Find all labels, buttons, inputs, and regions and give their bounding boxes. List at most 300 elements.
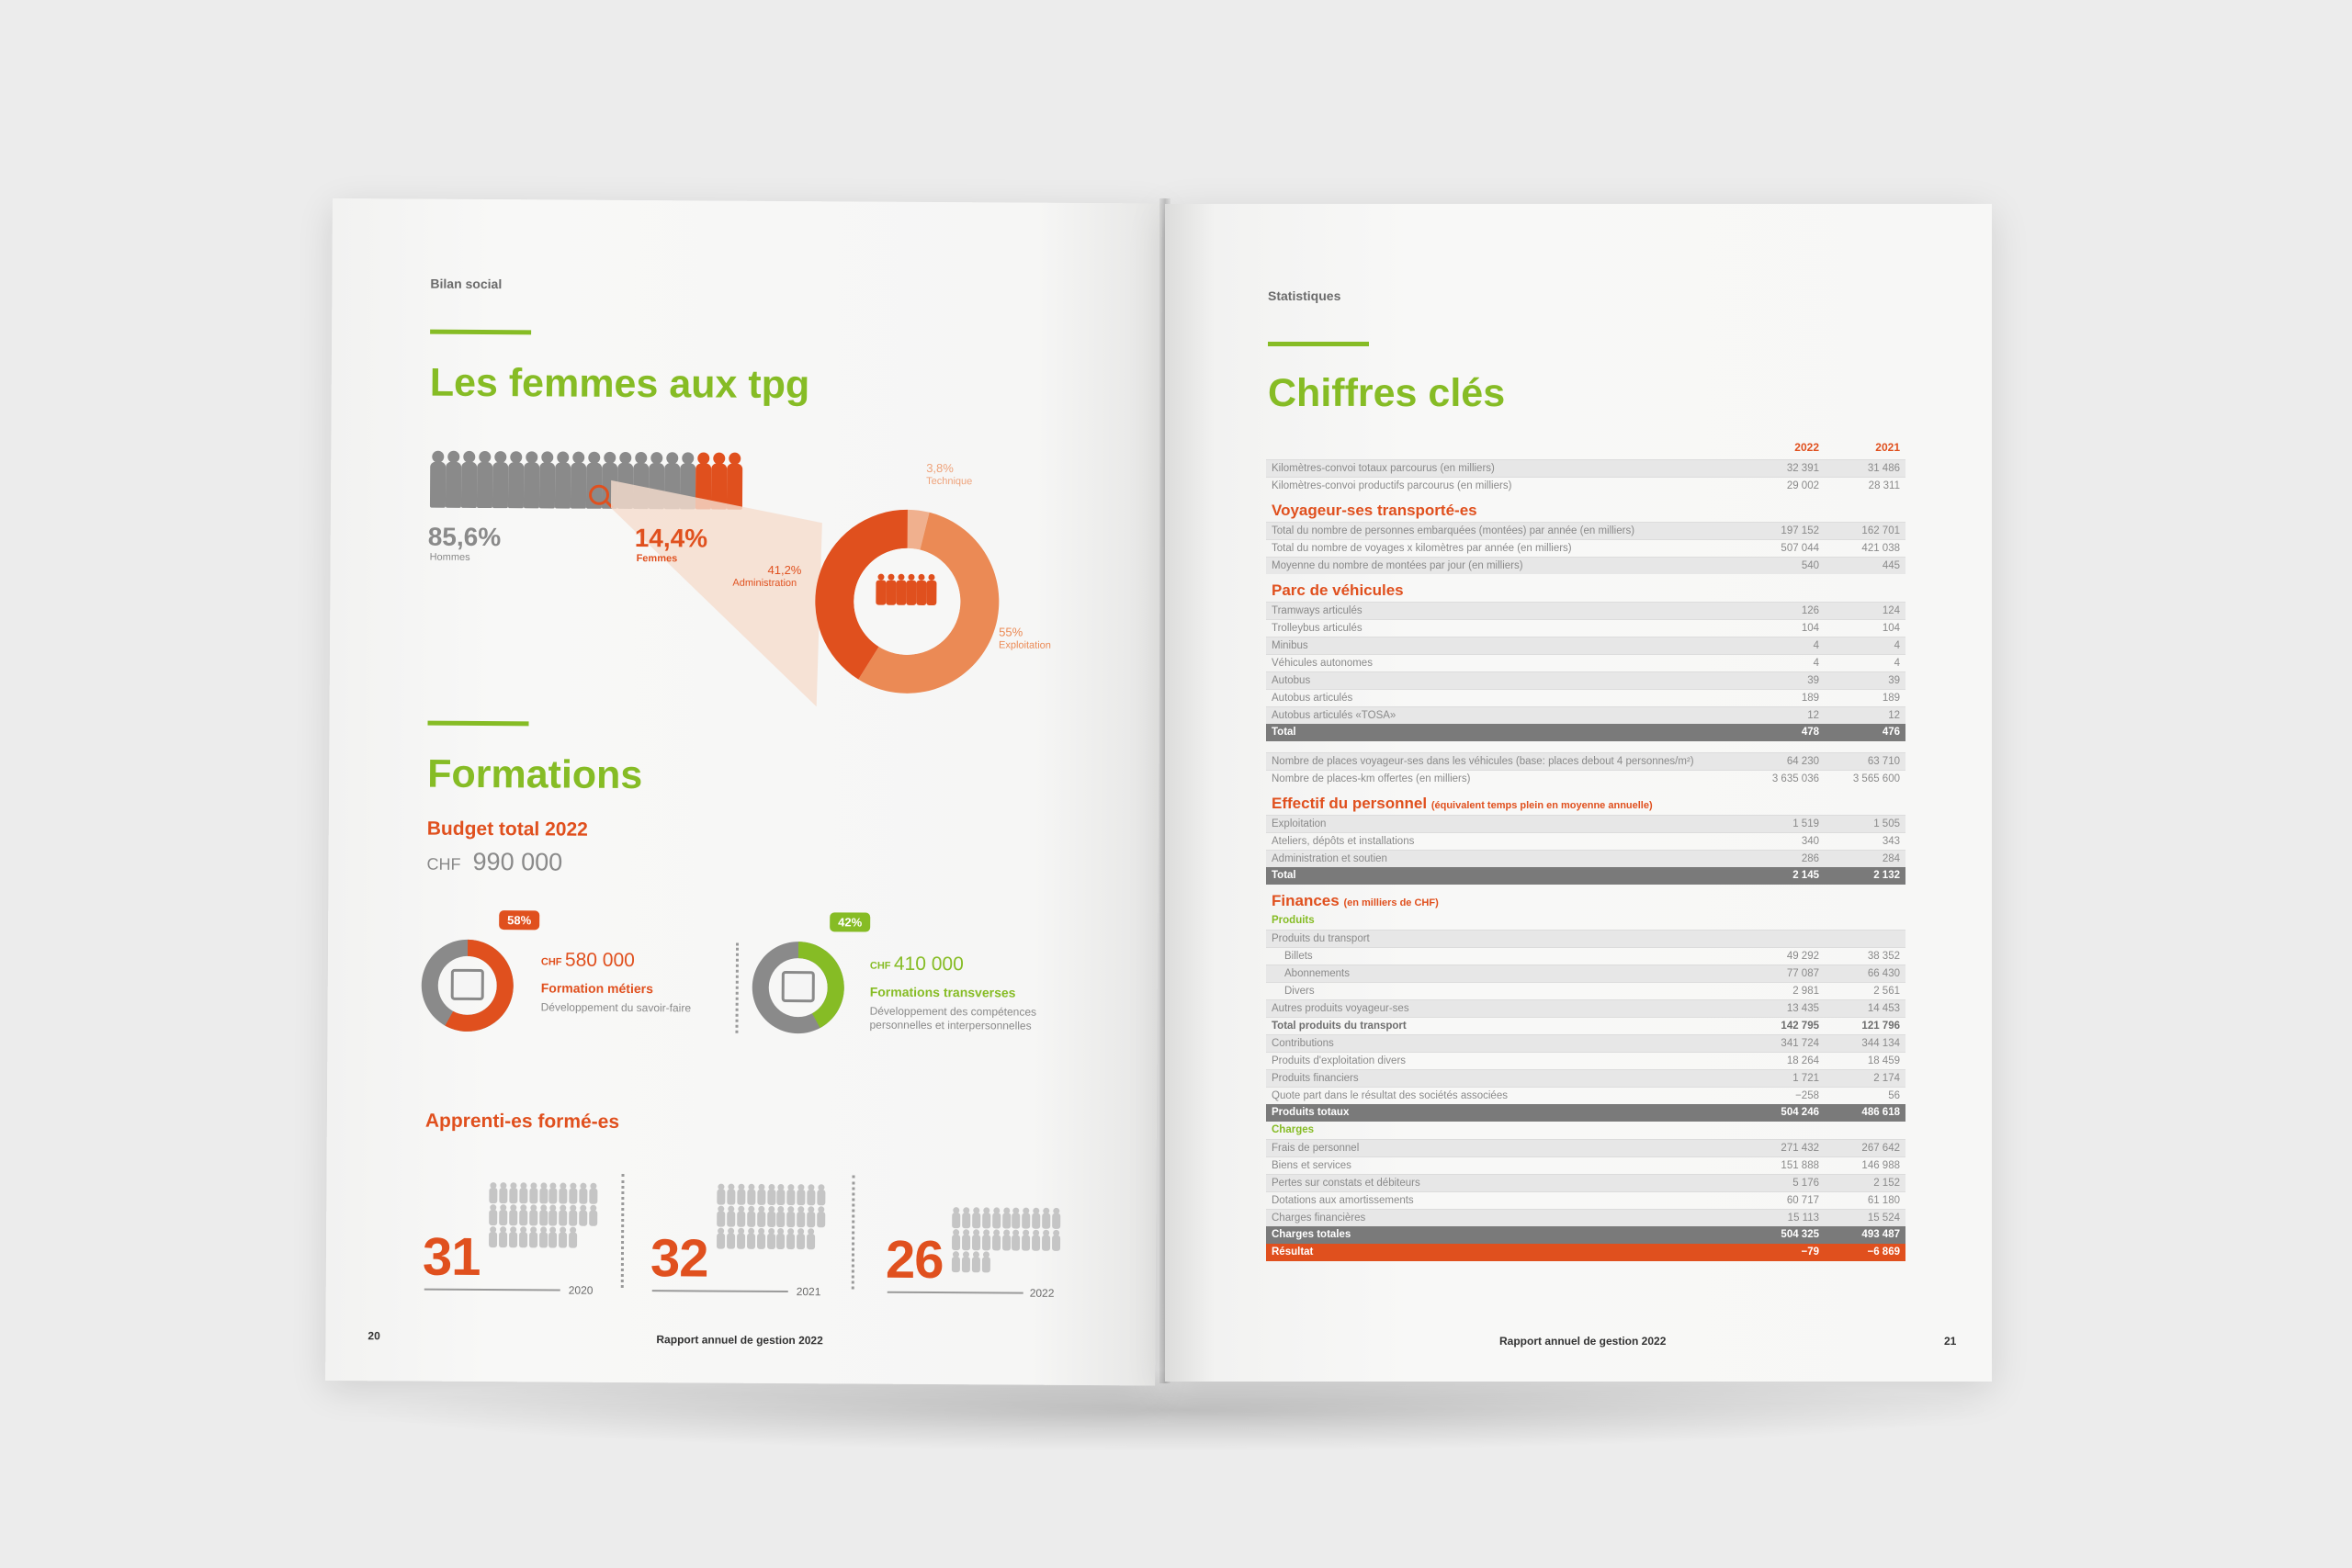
- row-value-2022: 3 635 036: [1771, 773, 1819, 784]
- apprentice-person-icon: [498, 1182, 508, 1204]
- row-value-2021: 66 430: [1867, 968, 1900, 979]
- apprentice-person-icon: [806, 1184, 816, 1206]
- male-person-icon: [508, 451, 524, 508]
- row-value-2021: 3 565 600: [1852, 773, 1900, 784]
- apprentice-person-icon: [816, 1206, 826, 1228]
- row-label: Contributions: [1272, 1038, 1334, 1049]
- apprentis-divider-2: [852, 1175, 855, 1289]
- apprentice-person-icon: [971, 1207, 981, 1229]
- table-row: [1266, 999, 1905, 1017]
- apprentice-person-icon: [951, 1251, 961, 1273]
- row-value-2022: 29 002: [1786, 480, 1819, 491]
- table-row: [1266, 1034, 1905, 1052]
- section-parc-text: Parc de véhicules: [1272, 581, 1404, 599]
- transverses-desc2: personnelles et interpersonnelles: [869, 1018, 1032, 1032]
- apprentice-person-icon: [746, 1228, 756, 1250]
- table-row: [1266, 477, 1905, 494]
- table-row: [1266, 602, 1905, 619]
- row-value-2021: 31 486: [1867, 463, 1900, 474]
- row-label: Véhicules autonomes: [1272, 658, 1373, 669]
- row-value-2021: 56: [1888, 1090, 1900, 1101]
- row-value-2022: 13 435: [1786, 1003, 1819, 1014]
- apprentis-2022: [886, 1229, 944, 1291]
- row-label: Exploitation: [1272, 818, 1327, 829]
- row-value-2022: 271 432: [1781, 1143, 1819, 1154]
- row-value-2021: 4: [1894, 640, 1900, 651]
- row-label: Abonnements: [1284, 968, 1350, 979]
- apprentis-crowd-2021: [716, 1184, 826, 1251]
- row-value-2021: 2 132: [1873, 870, 1900, 881]
- row-label: Produits financiers: [1272, 1073, 1359, 1084]
- transverses-title: Formations transverses: [869, 984, 1016, 1000]
- male-person-icon: [430, 451, 446, 508]
- apprentis-count-2021: 32: [650, 1228, 708, 1289]
- row-value-2021: 421 038: [1861, 543, 1900, 554]
- section-label: Bilan social: [430, 276, 503, 292]
- row-value-2022: −258: [1795, 1090, 1819, 1101]
- table-header: [1266, 439, 1905, 459]
- male-person-icon: [492, 451, 508, 508]
- table-row: [1266, 706, 1905, 724]
- row-value-2022: 478: [1801, 727, 1819, 738]
- apprentice-person-icon: [816, 1184, 826, 1206]
- apprentice-person-icon: [588, 1205, 598, 1227]
- table-row: [1266, 770, 1905, 787]
- row-label: Produits totaux: [1272, 1107, 1350, 1118]
- apprentice-person-icon: [558, 1227, 568, 1249]
- row-label: Autres produits voyageur-ses: [1272, 1003, 1409, 1014]
- section-finances-text: Finances: [1272, 892, 1340, 909]
- row-value-2022: 151 888: [1781, 1160, 1819, 1171]
- row-value-2021: 1 505: [1873, 818, 1900, 829]
- row-value-2021: 267 642: [1861, 1143, 1900, 1154]
- total-row: [1266, 867, 1905, 885]
- table-spacer: [1266, 741, 1905, 752]
- apprentice-person-icon: [548, 1182, 559, 1204]
- metiers-desc: Développement du savoir-faire: [540, 1000, 692, 1015]
- apprentice-person-icon: [538, 1204, 548, 1226]
- row-value-2022: 340: [1801, 836, 1819, 847]
- row-label: Nombre de places-km offertes (en milliers): [1272, 773, 1471, 784]
- apprentice-person-icon: [559, 1183, 569, 1205]
- row-value-2021: 38 352: [1867, 951, 1900, 962]
- table-row: [1266, 1139, 1905, 1156]
- money-icon-2: [782, 971, 815, 1002]
- row-value-2021: 493 487: [1861, 1229, 1900, 1240]
- budget-value: 990 000: [472, 847, 563, 876]
- table-row: [1266, 689, 1905, 706]
- male-person-icon: [461, 451, 477, 508]
- apprentice-person-icon: [1012, 1208, 1022, 1230]
- exploit-label: Exploitation: [999, 639, 1051, 651]
- row-label: Autobus articulés: [1272, 693, 1353, 704]
- apprentice-person-icon: [578, 1183, 588, 1205]
- apprentice-person-icon: [786, 1206, 797, 1228]
- row-label: Résultat: [1272, 1247, 1314, 1258]
- person-icon: [886, 574, 896, 605]
- apprentis-count-2022: 26: [885, 1229, 944, 1291]
- apprentice-person-icon: [578, 1205, 588, 1227]
- metiers-pct-badge: 58%: [499, 910, 539, 930]
- row-value-2022: 5 176: [1792, 1178, 1819, 1189]
- apprentis-2020: [423, 1226, 481, 1288]
- transverses-amount: 410 000: [893, 953, 964, 976]
- admin-label: Administration: [732, 577, 797, 590]
- row-value-2021: 476: [1882, 727, 1900, 738]
- apprentice-person-icon: [528, 1226, 538, 1248]
- green-rule: [430, 330, 531, 335]
- row-value-2022: 4: [1813, 640, 1819, 651]
- row-label: Billets: [1284, 951, 1313, 962]
- row-value-2022: 197 152: [1781, 525, 1819, 536]
- male-person-icon: [571, 452, 586, 509]
- apprentice-person-icon: [775, 1228, 786, 1250]
- apprentice-person-icon: [776, 1206, 786, 1228]
- person-icon: [906, 574, 916, 605]
- table-row: [1266, 1156, 1905, 1174]
- apprentice-person-icon: [797, 1184, 807, 1206]
- row-label: Total du nombre de personnes embarquées (montées) par année (en milliers): [1272, 525, 1635, 536]
- row-label: Charges totales: [1272, 1229, 1351, 1240]
- apprentis-count-2020: 31: [422, 1226, 481, 1288]
- apprentice-person-icon: [961, 1251, 971, 1273]
- row-value-2021: 162 701: [1861, 525, 1900, 536]
- apprentice-person-icon: [528, 1204, 538, 1226]
- row-value-2022: 2 145: [1792, 870, 1819, 881]
- budget-label: Budget total 2022: [426, 818, 588, 840]
- person-icon: [896, 574, 906, 605]
- page-number-right: 21: [1944, 1335, 1957, 1348]
- apprentice-person-icon: [1041, 1230, 1051, 1252]
- row-value-2021: 189: [1882, 693, 1900, 704]
- table-row: [1266, 982, 1905, 999]
- produits-transport-label-label: Produits du transport: [1272, 933, 1370, 944]
- row-value-2022: 32 391: [1786, 463, 1819, 474]
- produits-label: [1266, 912, 1905, 930]
- row-value-2021: 18 459: [1867, 1055, 1900, 1066]
- apprentice-person-icon: [806, 1206, 816, 1228]
- row-label: Total: [1272, 727, 1296, 738]
- col-2021: 2021: [1875, 441, 1900, 454]
- apprentice-person-icon: [508, 1182, 518, 1204]
- produits-totaux-row: [1266, 1104, 1905, 1122]
- key-figures-table: [1266, 439, 1905, 1261]
- row-value-2021: 14 453: [1867, 1003, 1900, 1014]
- apprentice-person-icon: [508, 1204, 518, 1226]
- row-label: Moyenne du nombre de montées par jour (en milliers): [1272, 560, 1523, 571]
- apprentice-person-icon: [569, 1183, 579, 1205]
- row-value-2022: 189: [1801, 693, 1819, 704]
- row-value-2021: 4: [1894, 658, 1900, 669]
- row-value-2021: 61 180: [1867, 1195, 1900, 1206]
- row-value-2022: 49 292: [1786, 951, 1819, 962]
- row-value-2022: 126: [1801, 605, 1819, 616]
- page-title: Les femmes aux tpg: [429, 360, 810, 408]
- male-person-icon: [555, 451, 571, 508]
- exploit-pct: 55%: [999, 625, 1023, 639]
- male-person-icon: [539, 451, 555, 508]
- year-rule-2021: [652, 1290, 788, 1292]
- green-rule-formations: [427, 721, 528, 727]
- apprentice-person-icon: [746, 1184, 756, 1206]
- row-label: Kilomètres-convoi totaux parcourus (en milliers): [1272, 463, 1495, 474]
- apprentice-person-icon: [971, 1251, 981, 1273]
- col-2022: 2022: [1794, 441, 1819, 454]
- row-value-2022: 142 795: [1781, 1021, 1819, 1032]
- section-effectif-note: (équivalent temps plein en moyenne annuelle): [1430, 800, 1653, 811]
- section-finances: [1266, 885, 1905, 912]
- row-label: Autobus: [1272, 675, 1311, 686]
- apprentice-person-icon: [806, 1228, 816, 1250]
- apprentice-person-icon: [568, 1205, 578, 1227]
- row-value-2021: 284: [1882, 853, 1900, 864]
- row-value-2021: 146 988: [1861, 1160, 1900, 1171]
- apprentice-person-icon: [766, 1184, 776, 1206]
- apprentice-person-icon: [716, 1228, 726, 1250]
- apprentice-person-icon: [518, 1182, 528, 1204]
- row-value-2021: 121 796: [1861, 1021, 1900, 1032]
- apprentice-person-icon: [756, 1228, 766, 1250]
- apprentice-person-icon: [991, 1229, 1001, 1251]
- apprentice-person-icon: [1001, 1229, 1012, 1251]
- apprentice-person-icon: [736, 1228, 746, 1250]
- apprentice-person-icon: [1001, 1207, 1012, 1229]
- row-value-2022: 64 230: [1786, 756, 1819, 767]
- row-value-2021: 343: [1882, 836, 1900, 847]
- metiers-currency: CHF: [540, 956, 562, 968]
- row-label: Pertes sur constats et débiteurs: [1272, 1178, 1420, 1189]
- femmes-pct: 14,4%: [634, 524, 708, 553]
- page-number-left: 20: [368, 1329, 380, 1343]
- apprentice-person-icon: [951, 1207, 961, 1229]
- section-voyageurs: [1266, 494, 1905, 522]
- apprentice-person-icon: [1021, 1230, 1031, 1252]
- apprentice-person-icon: [766, 1206, 776, 1228]
- technique-pct: 3,8%: [926, 460, 954, 476]
- apprentice-person-icon: [1051, 1208, 1061, 1230]
- row-label: Nombre de places voyageur-ses dans les véhicules (base: places debout 4 personnes/m²): [1272, 756, 1694, 767]
- row-value-2022: 1 519: [1792, 818, 1819, 829]
- row-value-2021: 2 561: [1873, 986, 1900, 997]
- table-row: [1266, 654, 1905, 671]
- charges-label-label: Charges: [1272, 1124, 1315, 1135]
- row-value-2022: 286: [1801, 853, 1819, 864]
- section-parc: [1266, 574, 1905, 602]
- transverses-currency: CHF: [869, 960, 891, 972]
- row-value-2021: 2 152: [1873, 1178, 1900, 1189]
- group-people-icon: [876, 574, 938, 605]
- metiers-title: Formation métiers: [540, 980, 653, 997]
- row-value-2021: 344 134: [1861, 1038, 1900, 1049]
- person-icon: [876, 574, 886, 605]
- apprentice-person-icon: [756, 1206, 766, 1228]
- row-value-2022: 341 724: [1781, 1038, 1819, 1049]
- apprentice-person-icon: [548, 1204, 559, 1226]
- apprentis-crowd-2020: [488, 1182, 598, 1249]
- resultat-row: [1266, 1244, 1905, 1261]
- table-row: [1266, 850, 1905, 867]
- row-label: Frais de personnel: [1272, 1143, 1360, 1154]
- year-rule-2020: [424, 1289, 560, 1292]
- row-label: Dotations aux amortissements: [1272, 1195, 1414, 1206]
- apprentis-crowd-2022: [951, 1207, 1061, 1254]
- apprentis-title: Apprenti-es formé-es: [424, 1110, 620, 1133]
- row-label: Biens et services: [1272, 1160, 1351, 1171]
- apprentice-person-icon: [716, 1184, 726, 1206]
- section-effectif-text: Effectif du personnel: [1272, 795, 1428, 812]
- year-rule-2022: [888, 1292, 1023, 1294]
- table-row: [1266, 637, 1905, 654]
- section-finances-note: (en milliers de CHF): [1343, 897, 1439, 908]
- apprentice-person-icon: [766, 1228, 776, 1250]
- technique-label: Technique: [926, 475, 973, 488]
- apprentice-person-icon: [528, 1182, 538, 1204]
- row-value-2022: 60 717: [1786, 1195, 1819, 1206]
- table-row: [1266, 947, 1905, 964]
- produits-label-label: Produits: [1272, 915, 1315, 926]
- row-value-2021: 486 618: [1861, 1107, 1900, 1118]
- apprentice-person-icon: [488, 1182, 498, 1204]
- apprentice-person-icon: [981, 1207, 991, 1229]
- chiffres-title: Chiffres clés: [1268, 371, 1506, 415]
- apprentice-person-icon: [736, 1184, 746, 1206]
- row-value-2022: 77 087: [1786, 968, 1819, 979]
- section-voyageurs-text: Voyageur-ses transporté-es: [1272, 502, 1477, 519]
- row-label: Kilomètres-convoi productifs parcourus (en milliers): [1272, 480, 1512, 491]
- male-person-icon: [477, 451, 492, 508]
- apprentice-person-icon: [538, 1226, 548, 1248]
- row-value-2021: 12: [1888, 710, 1900, 721]
- table-row: [1266, 539, 1905, 557]
- footer-title-left: Rapport annuel de gestion 2022: [656, 1333, 823, 1348]
- row-label: Produits d'exploitation divers: [1272, 1055, 1407, 1066]
- table-row: [1266, 522, 1905, 539]
- table-row: [1266, 832, 1905, 850]
- apprentice-person-icon: [498, 1226, 508, 1248]
- male-person-icon: [446, 451, 461, 508]
- row-value-2022: 4: [1813, 658, 1819, 669]
- apprentice-person-icon: [559, 1205, 569, 1227]
- table-row: [1266, 459, 1905, 477]
- row-value-2021: 39: [1888, 675, 1900, 686]
- apprentice-person-icon: [756, 1184, 766, 1206]
- row-value-2022: 12: [1807, 710, 1819, 721]
- green-rule-right: [1268, 342, 1369, 346]
- table-row: [1266, 1191, 1905, 1209]
- produits-transport-label: [1266, 930, 1905, 947]
- apprentice-person-icon: [981, 1229, 991, 1251]
- row-label: Tramways articulés: [1272, 605, 1363, 616]
- apprentice-person-icon: [961, 1229, 971, 1251]
- apprentice-person-icon: [518, 1204, 528, 1226]
- row-value-2022: 504 246: [1781, 1107, 1819, 1118]
- row-label: Autobus articulés «TOSA»: [1272, 710, 1396, 721]
- apprentice-person-icon: [796, 1228, 806, 1250]
- year-2022: 2022: [1029, 1286, 1055, 1300]
- row-value-2022: 2 981: [1792, 986, 1819, 997]
- metiers-amount: 580 000: [564, 949, 635, 972]
- apprentice-person-icon: [518, 1226, 528, 1248]
- apprentice-person-icon: [1031, 1230, 1041, 1252]
- apprentice-person-icon: [568, 1227, 578, 1249]
- budget-currency: CHF: [426, 854, 461, 874]
- apprentice-person-icon: [508, 1226, 518, 1248]
- row-value-2022: −79: [1801, 1247, 1819, 1258]
- apprentice-person-icon: [548, 1226, 558, 1248]
- row-value-2021: 63 710: [1867, 756, 1900, 767]
- row-label: Total: [1272, 870, 1296, 881]
- charges-totales-row: [1266, 1226, 1905, 1244]
- apprentice-person-icon: [736, 1206, 746, 1228]
- transverses-desc1: Développement des compétences: [869, 1004, 1037, 1019]
- row-label: Divers: [1284, 986, 1315, 997]
- left-page: [325, 198, 1162, 1385]
- admin-pct: 41,2%: [767, 562, 802, 578]
- row-label: Total du nombre de voyages x kilomètres par année (en milliers): [1272, 543, 1572, 554]
- apprentice-person-icon: [746, 1206, 756, 1228]
- formations-divider: [735, 943, 739, 1033]
- row-label: Administration et soutien: [1272, 853, 1387, 864]
- apprentice-person-icon: [498, 1204, 508, 1226]
- table-row: [1266, 1174, 1905, 1191]
- table-row: [1266, 752, 1905, 770]
- table-body: [1266, 459, 1905, 1261]
- apprentice-person-icon: [1051, 1230, 1061, 1252]
- footer-title-right: Rapport annuel de gestion 2022: [1499, 1335, 1667, 1348]
- formations-title: Formations: [427, 751, 643, 798]
- table-row: [1266, 1052, 1905, 1069]
- row-value-2021: 15 524: [1867, 1213, 1900, 1224]
- apprentice-person-icon: [1041, 1208, 1051, 1230]
- apprentice-person-icon: [951, 1229, 961, 1251]
- apprentice-person-icon: [588, 1183, 598, 1205]
- apprentice-person-icon: [726, 1206, 736, 1228]
- section-label-right: Statistiques: [1268, 288, 1341, 303]
- money-icon: [451, 969, 484, 1000]
- table-row: [1266, 964, 1905, 982]
- charges-label: [1266, 1122, 1905, 1139]
- apprentice-person-icon: [488, 1226, 498, 1248]
- apprentice-person-icon: [1011, 1230, 1021, 1252]
- apprentice-person-icon: [538, 1182, 548, 1204]
- row-value-2021: 445: [1882, 560, 1900, 571]
- apprentice-person-icon: [971, 1229, 981, 1251]
- year-2021: 2021: [796, 1285, 821, 1299]
- transverses-pct-badge: 42%: [830, 912, 870, 931]
- apprentice-person-icon: [726, 1184, 736, 1206]
- person-icon: [926, 574, 936, 605]
- apprentis-2021: [650, 1227, 708, 1289]
- apprentice-person-icon: [716, 1206, 726, 1228]
- row-value-2022: 540: [1801, 560, 1819, 571]
- row-value-2022: 39: [1807, 675, 1819, 686]
- table-row: [1266, 619, 1905, 637]
- row-value-2022: 15 113: [1787, 1213, 1819, 1224]
- table-row: [1266, 1069, 1905, 1087]
- hommes-pct: 85,6%: [427, 522, 502, 552]
- row-label: Charges financières: [1272, 1213, 1366, 1224]
- row-value-2022: 504 325: [1781, 1229, 1819, 1240]
- apprentice-person-icon: [1022, 1208, 1032, 1230]
- apprentice-person-icon: [1031, 1208, 1041, 1230]
- apprentice-person-icon: [786, 1184, 797, 1206]
- apprentice-person-icon: [786, 1228, 796, 1250]
- row-value-2021: −6 869: [1867, 1247, 1900, 1258]
- section-effectif: [1266, 787, 1905, 815]
- row-value-2022: 18 264: [1786, 1055, 1819, 1066]
- total-transport-row: [1266, 1017, 1905, 1034]
- table-row: [1266, 557, 1905, 574]
